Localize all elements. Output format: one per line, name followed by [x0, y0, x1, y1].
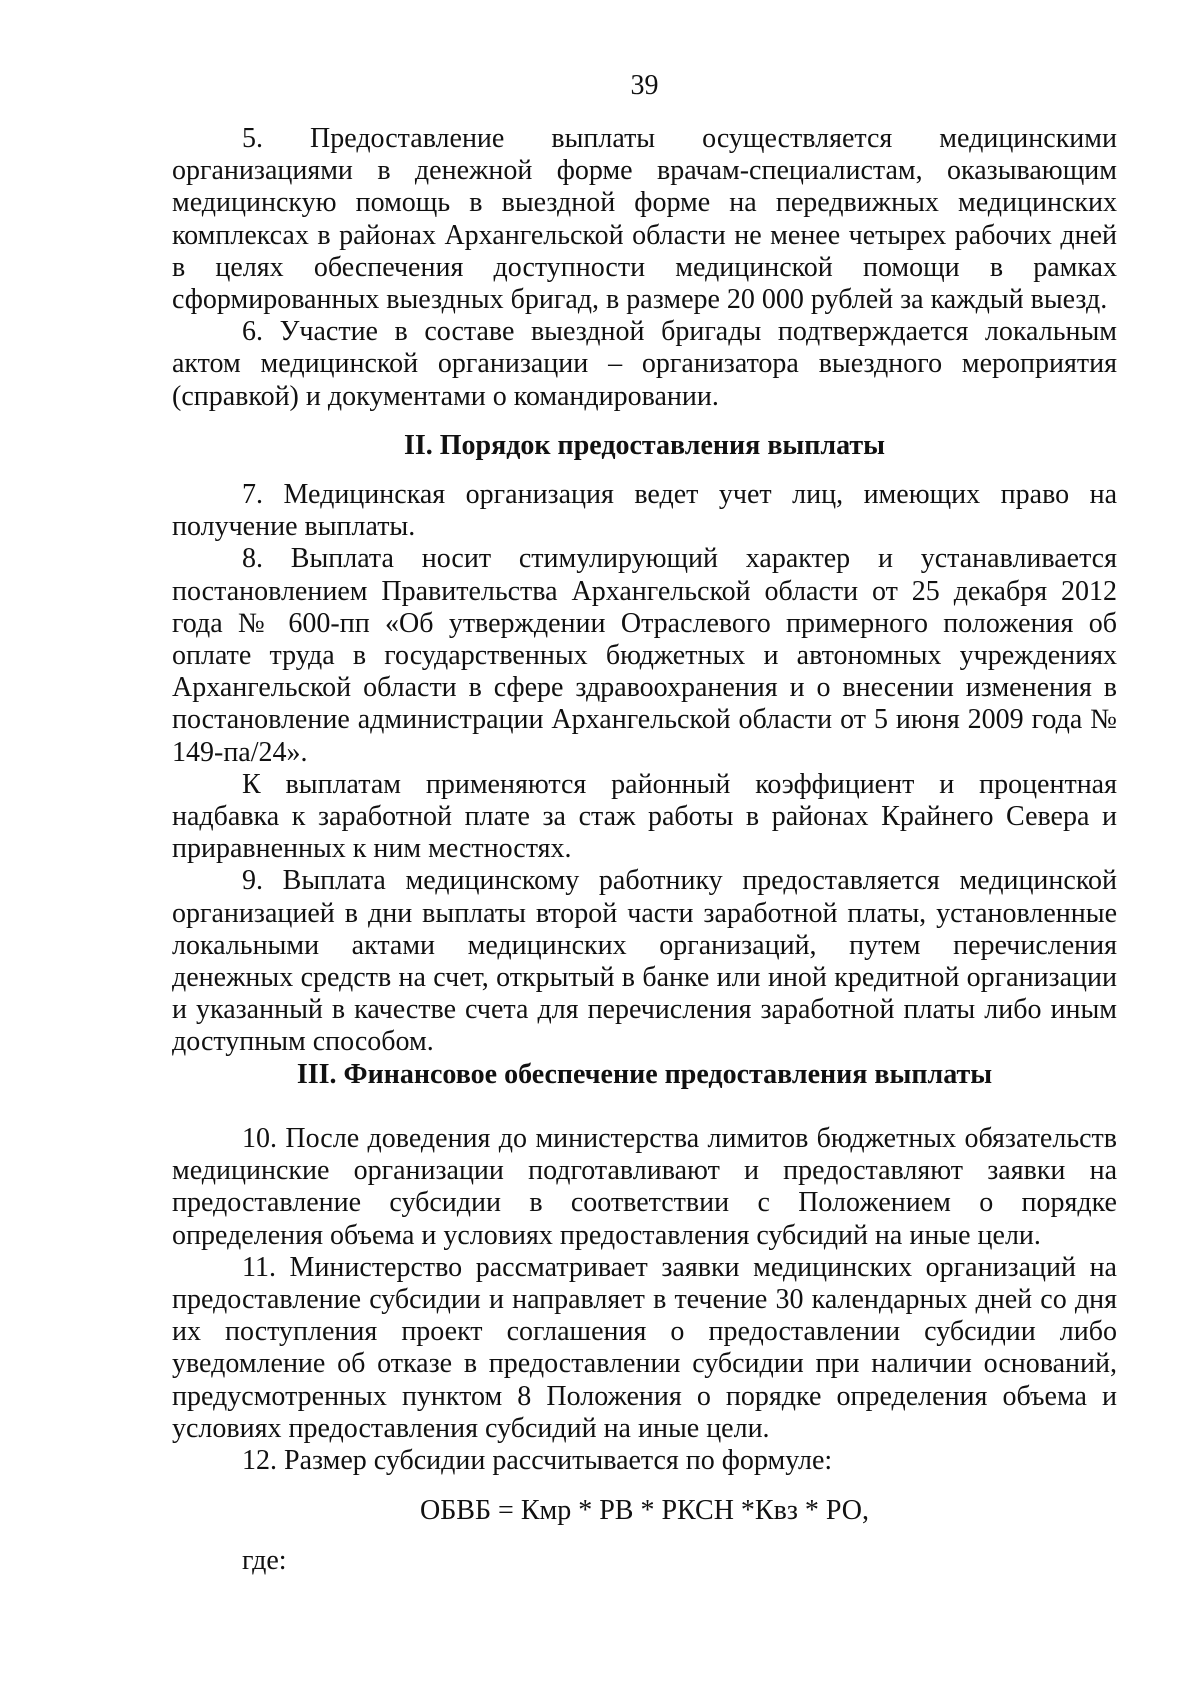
document-page [172, 0, 1117, 1697]
paragraph-5: 5. Предоставление выплаты осуществляется медицинскими организациями в денежной форме врачам-специалистам, оказывающим медицинскую помощь в выездной форме на передвижных медицинских комплексах в районах Архангельской области не менее четырех рабочих дней в целях обеспечения доступности медицинской помощи в рамках сформированных выездных бригад, в размере 20 000 рублей за каждый выезд. [172, 123, 1117, 316]
paragraph-10: 10. После доведения до министерства лимитов бюджетных обязательств медицинские организации подготавливают и предоставляют заявки на предоставление субсидии в соответствии с Положением о порядке определения объема и условиях предоставления субсидий на иные цели. [172, 1122, 1117, 1251]
section-heading-3: III. Финансовое обеспечение предоставления выплаты [296, 1058, 993, 1090]
paragraph-8: 8. Выплата носит стимулирующий характер и устанавливается постановлением Правительства Архангельской области от 25 декабря 2012 года № 600-пп «Об утверждении Отраслевого примерного положения об оплате труда в государственных бюджетных и автономных учреждениях Архангельской области в сфере здравоохранения и о внесении изменения в постановление администрации Архангельской области от 5 июня 2009 года № 149-па/24». [172, 543, 1117, 768]
paragraph-11: 11. Министерство рассматривает заявки медицинских организаций на предоставление субсидии и направляет в течение 30 календарных дней со дня их поступления проект соглашения о предоставлении субсидии либо уведомление об отказе в предоставлении субсидии при наличии оснований, предусмотренных пунктом 8 Положения о порядке определения объема и условиях предоставления субсидий на иные цели. [172, 1251, 1117, 1444]
paragraph-9: 9. Выплата медицинскому работнику предоставляется медицинской организацией в дни выплаты второй части заработной платы, установленные локальными актами медицинских организаций, путем перечисления денежных средств на счет, открытый в банке или иной кредитной организации и указанный в качестве счета для перечисления заработной платы либо иным доступным способом. [172, 865, 1117, 1058]
paragraph-6: 6. Участие в составе выездной бригады подтверждается локальным актом медицинской организации – организатора выездного мероприятия (справкой) и документами о командировании. [172, 316, 1117, 412]
paragraph-7: 7. Медицинская организация ведет учет лиц, имеющих право на получение выплаты. [172, 479, 1117, 543]
paragraph-8-continuation: К выплатам применяются районный коэффициент и процентная надбавка к заработной плате за стаж работы в районах Крайнего Севера и приравненных к ним местностях. [172, 768, 1117, 865]
formula-where-label: где: [242, 1545, 287, 1577]
page-number: 39 [630, 70, 659, 101]
section-heading-2: II. Порядок предоставления выплаты [403, 429, 886, 461]
document-body [172, 123, 1117, 1578]
subsidy-formula: ОБВБ = Кмр * РВ * РКСН *Квз * РО, [419, 1495, 870, 1527]
paragraph-12: 12. Размер субсидии рассчитывается по формуле: [242, 1444, 833, 1476]
